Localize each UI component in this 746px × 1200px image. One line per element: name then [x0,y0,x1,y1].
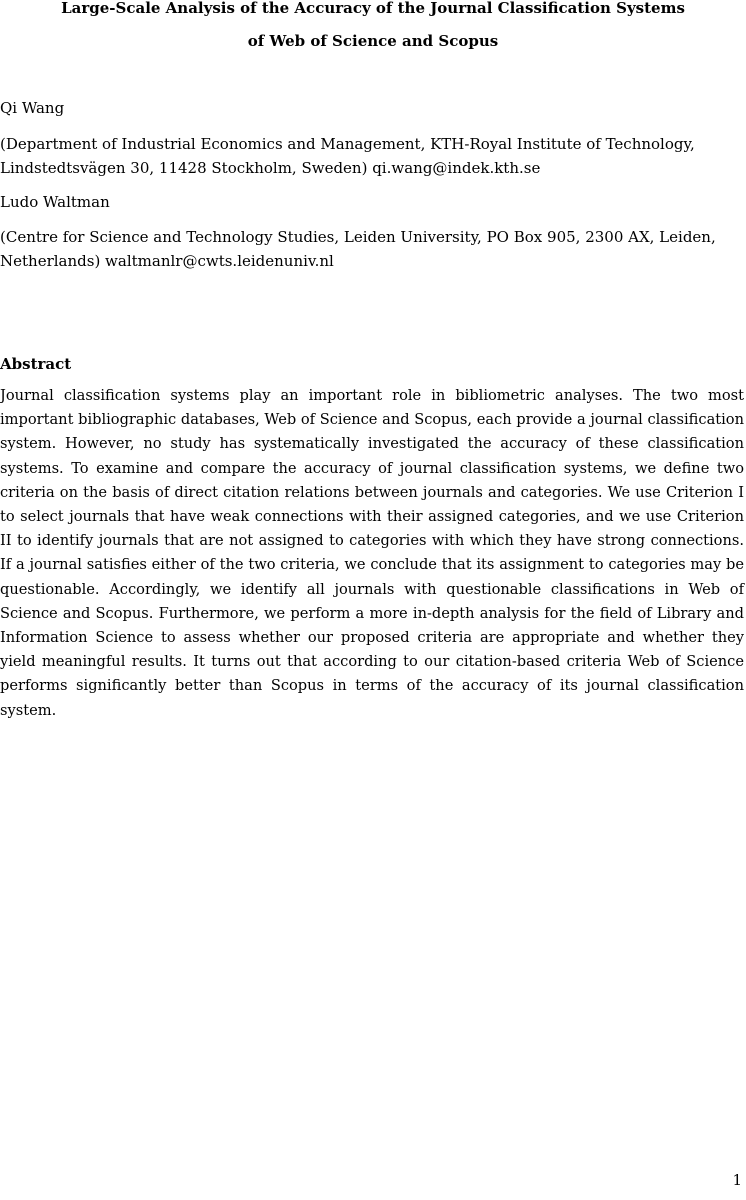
author-name-2: Ludo Waltman [0,193,110,211]
author-name-1: Qi Wang [0,99,65,117]
page-number: 1 [732,1171,742,1189]
author-affiliation-2: (Centre for Science and Technology Studies, Leiden University, PO Box 905, 2300 AX, Leiden, Netherlands) waltmanlr@cwts.leidenuniv.nl [0,228,716,270]
author-affiliation-1: (Department of Industrial Economics and Management, KTH-Royal Institute of Technology, Lindstedtsvägen 30, 11428 Stockholm, Sweden) qi.wang@indek.kth.se [0,135,695,177]
abstract-heading: Abstract [0,355,72,373]
abstract-text: Journal classification systems play an important role in bibliometric analyses. The two most important bibliographic databases, Web of Science and Scopus, each provide a journal classification system. However, no study has systematically investigated the accuracy of these classification systems. To examine and compare the accuracy of journal classification systems, we define two criteria on the basis of direct citation relations between journals and categories. We use Criterion I to select journals that have weak connections with their assigned categories, and we use Criterion II to identify journals that are not assigned to categories with which they have strong connections. If a journal satisfies either of the two criteria, we conclude that its assignment to categories may be questionable. Accordingly, we identify all journals with questionable classifications in Web of Science and Scopus. Furthermore, we perform a more in-depth analysis for the field of Library and Information Science to assess whether our proposed criteria are appropriate and whether they yield meaningful results. It turns out that according to our citation-based criteria Web of Science performs significantly better than Scopus in terms of the accuracy of its journal classification system. [0,387,744,719]
paper-title-line-2: of Web of Science and Scopus [247,32,499,50]
paper-title-line-1: Large-Scale Analysis of the Accuracy of the Journal Classification Systems [61,0,685,17]
